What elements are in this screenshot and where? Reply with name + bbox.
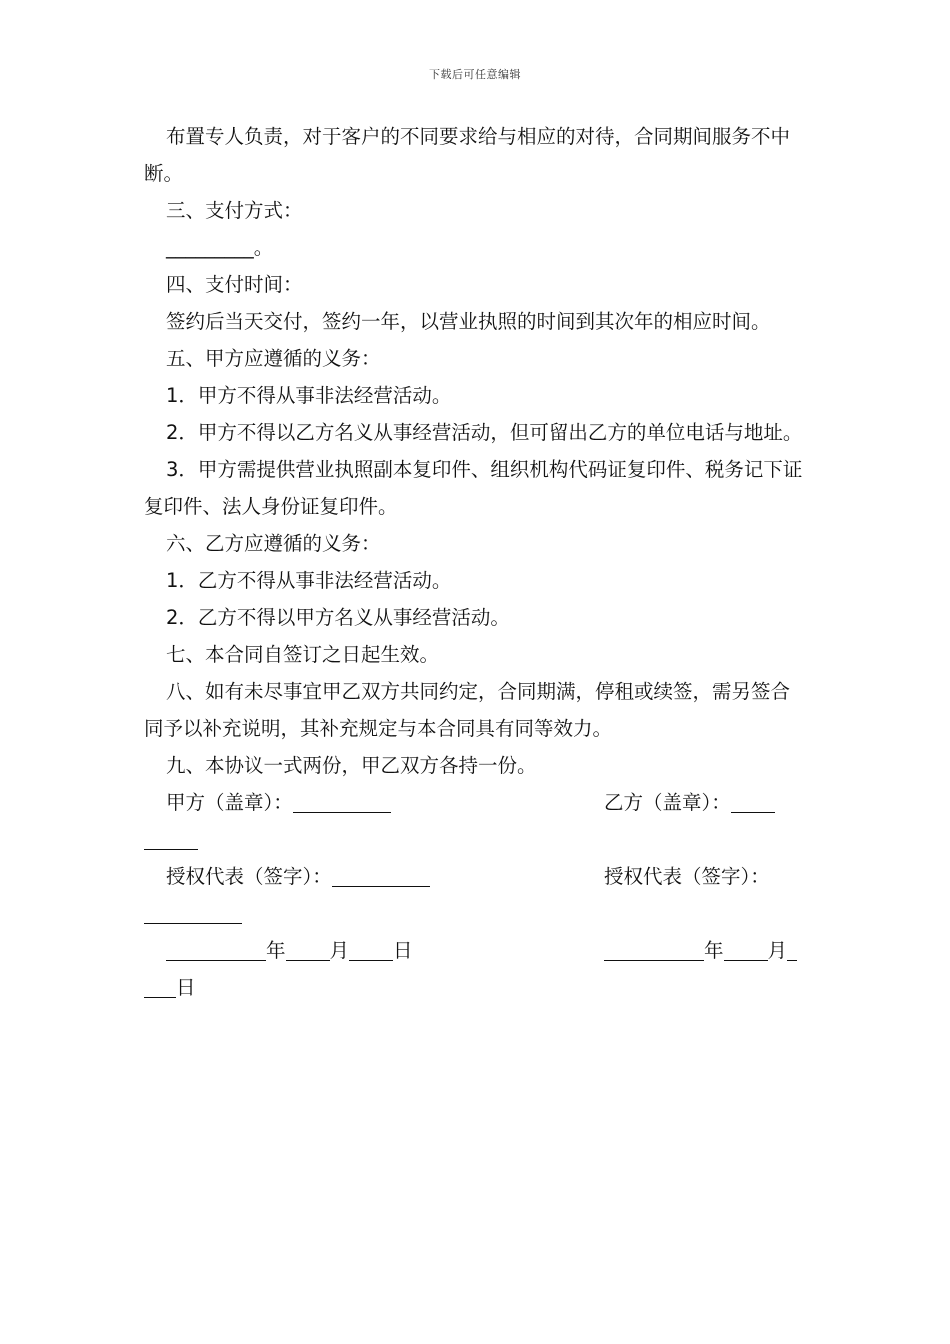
heading-party-a-duties: 五、甲方应遵循的义务： [166,347,381,370]
party-b-seal-blank-cont[interactable] [144,827,198,850]
seal-row-continuation [144,821,808,858]
rep-row [144,858,808,895]
clause-unresolved-matters: 八、如有未尽事宜甲乙双方共同约定，合同期满，停租或续签，需另签合同予以补充说明，其补充规定与本合同具有同等效力。 [144,680,791,740]
party-a-month-blank[interactable] [286,938,330,961]
paragraph-service: 布置专人负责，对于客户的不同要求给与相应的对待，合同期间服务不中断。 [144,125,791,185]
party-a-seal-label: 甲方（盖章）： [166,791,293,814]
party-b-duty-1: 1．乙方不得从事非法经营活动。 [166,569,452,592]
party-b-seal-blank[interactable] [731,790,775,813]
party-a-day-label: 日 [393,939,413,962]
party-b-seal-label: 乙方（盖章）： [604,791,731,814]
party-a-seal [166,784,391,821]
party-b-year-blank[interactable] [604,938,704,961]
signature-block [144,784,808,1006]
party-a-rep-blank[interactable] [332,864,430,887]
party-b-month-blank[interactable] [724,938,768,961]
party-b-seal [604,784,775,821]
page-header: 下载后可任意编辑 [429,68,521,81]
party-a-date [166,932,413,969]
party-b-date [604,932,797,969]
party-a-rep-label: 授权代表（签字）： [166,865,332,888]
payment-method-blank: _________。 [166,236,274,259]
party-b-rep-label: 授权代表（签字）： [604,865,770,888]
party-b-year-label: 年 [704,939,724,962]
party-a-month-label: 月 [329,939,350,962]
rep-row-continuation [144,895,808,932]
party-a-day-blank[interactable] [349,938,393,961]
party-a-year-blank[interactable] [166,938,266,961]
clause-copies: 九、本协议一式两份，甲乙双方各持一份。 [166,754,537,777]
document-body [144,118,808,1006]
date-row-continuation [144,969,808,1006]
date-row [144,932,808,969]
party-a-rep [166,858,430,895]
party-a-duty-3: 3．甲方需提供营业执照副本复印件、组织机构代码证复印件、税务记下证复印件、法人身份证复印件。 [144,458,803,518]
heading-party-b-duties: 六、乙方应遵循的义务： [166,532,381,555]
party-b-day-blank[interactable] [787,938,797,961]
party-a-seal-blank[interactable] [293,790,391,813]
seal-row [144,784,808,821]
party-b-day-label: 日 [176,976,196,999]
heading-payment-time: 四、支付时间： [166,273,303,296]
party-a-duty-1: 1．甲方不得从事非法经营活动。 [166,384,452,407]
heading-payment-method: 三、支付方式： [166,199,303,222]
party-a-year-label: 年 [266,939,286,962]
party-b-day-blank-cont[interactable] [144,975,176,998]
party-b-rep [604,858,770,895]
clause-effective: 七、本合同自签订之日起生效。 [166,643,440,666]
party-b-duty-2: 2．乙方不得以甲方名义从事经营活动。 [166,606,510,629]
party-a-duty-2: 2．甲方不得以乙方名义从事经营活动，但可留出乙方的单位电话与地址。 [166,421,803,444]
paragraph-payment-time: 签约后当天交付，签约一年，以营业执照的时间到其次年的相应时间。 [166,310,771,333]
party-b-month-label: 月 [767,939,788,962]
party-b-rep-blank[interactable] [144,901,242,924]
